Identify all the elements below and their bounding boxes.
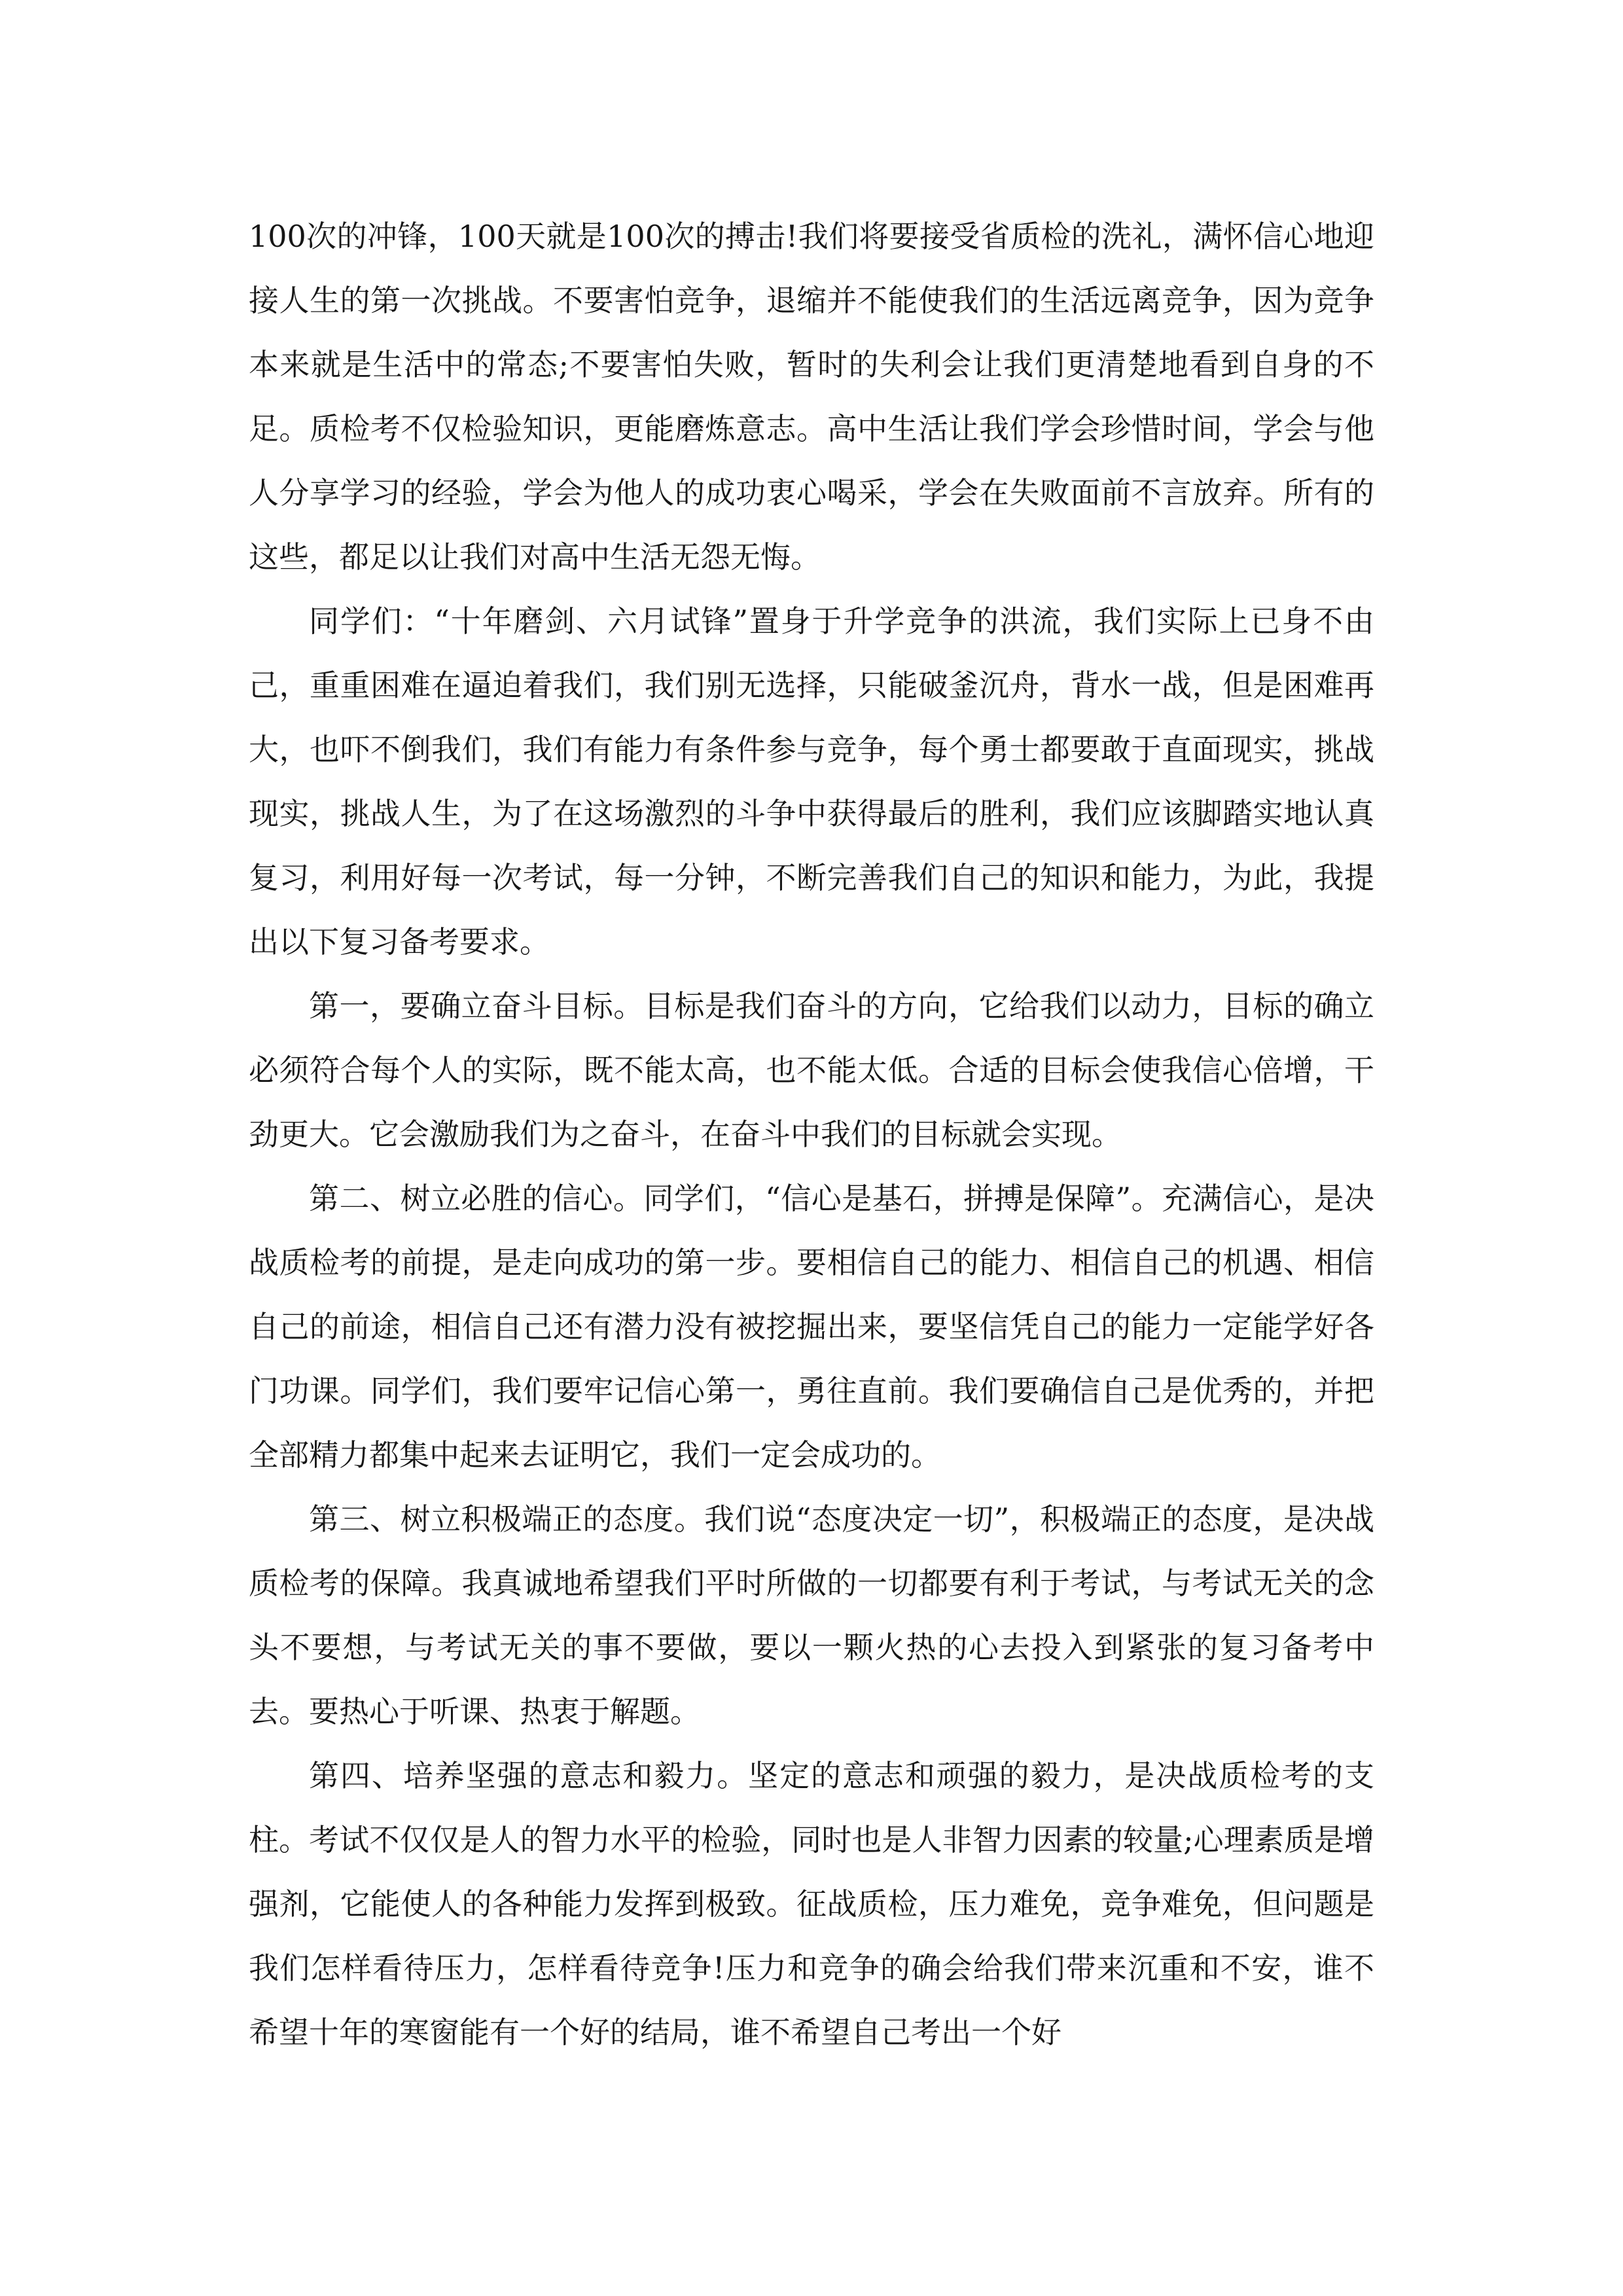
paragraph-address: 同学们：“十年磨剑、六月试锋”置身于升学竞争的洪流，我们实际上已身不由己，重重困难在逼迫着我们，我们别无选择，只能破釜沉舟，背水一战，但是困难再大，也吓不倒我们，我们有能力有条件参与竞争，每个勇士都要敢于直面现实，挑战现实，挑战人生，为了在这场激烈的斗争中获得最后的胜利，我们应该脚踏实地认真复习，利用好每一次考试，每一分钟，不断完善我们自己的知识和能力，为此，我提出以下复习备考要求。 xyxy=(249,603,1374,960)
document-body xyxy=(249,204,1374,2064)
paragraph-third-requirement: 第三、树立积极端正的态度。我们说“态度决定一切”，积极端正的态度，是决战质检考的保障。我真诚地希望我们平时所做的一切都要有利于考试，与考试无关的念头不要想，与考试无关的事不要做，要以一颗火热的心去投入到紧张的复习备考中去。要热心于听课、热衷于解题。 xyxy=(249,1501,1374,1729)
paragraph-continuation: 100次的冲锋，100天就是100次的搏击!我们将要接受省质检的洗礼，满怀信心地迎接人生的第一次挑战。不要害怕竞争，退缩并不能使我们的生活远离竞争，因为竞争本来就是生活中的常态;不要害怕失败，暂时的失利会让我们更清楚地看到自身的不足。质检考不仅检验知识，更能磨炼意志。高中生活让我们学会珍惜时间，学会与他人分享学习的经验，学会为他人的成功衷心喝采，学会在失败面前不言放弃。所有的这些，都足以让我们对高中生活无怨无悔。 xyxy=(249,219,1374,575)
paragraph-first-requirement: 第一，要确立奋斗目标。目标是我们奋斗的方向，它给我们以动力，目标的确立必须符合每个人的实际，既不能太高，也不能太低。合适的目标会使我信心倍增，干劲更大。它会激励我们为之奋斗，在奋斗中我们的目标就会实现。 xyxy=(249,988,1374,1152)
paragraph-second-requirement: 第二、树立必胜的信心。同学们，“信心是基石，拼搏是保障”。充满信心，是决战质检考的前提，是走向成功的第一步。要相信自己的能力、相信自己的机遇、相信自己的前途，相信自己还有潜力没有被挖掘出来，要坚信凭自己的能力一定能学好各门功课。同学们，我们要牢记信心第一，勇往直前。我们要确信自己是优秀的，并把全部精力都集中起来去证明它，我们一定会成功的。 xyxy=(249,1181,1374,1473)
paragraph-fourth-requirement: 第四、培养坚强的意志和毅力。坚定的意志和顽强的毅力，是决战质检考的支柱。考试不仅仅是人的智力水平的检验，同时也是人非智力因素的较量;心理素质是增强剂，它能使人的各种能力发挥到极致。征战质检，压力难免，竞争难免，但问题是我们怎样看待压力，怎样看待竞争!压力和竞争的确会给我们带来沉重和不安，谁不希望十年的寒窗能有一个好的结局，谁不希望自己考出一个好 xyxy=(249,1758,1374,2050)
